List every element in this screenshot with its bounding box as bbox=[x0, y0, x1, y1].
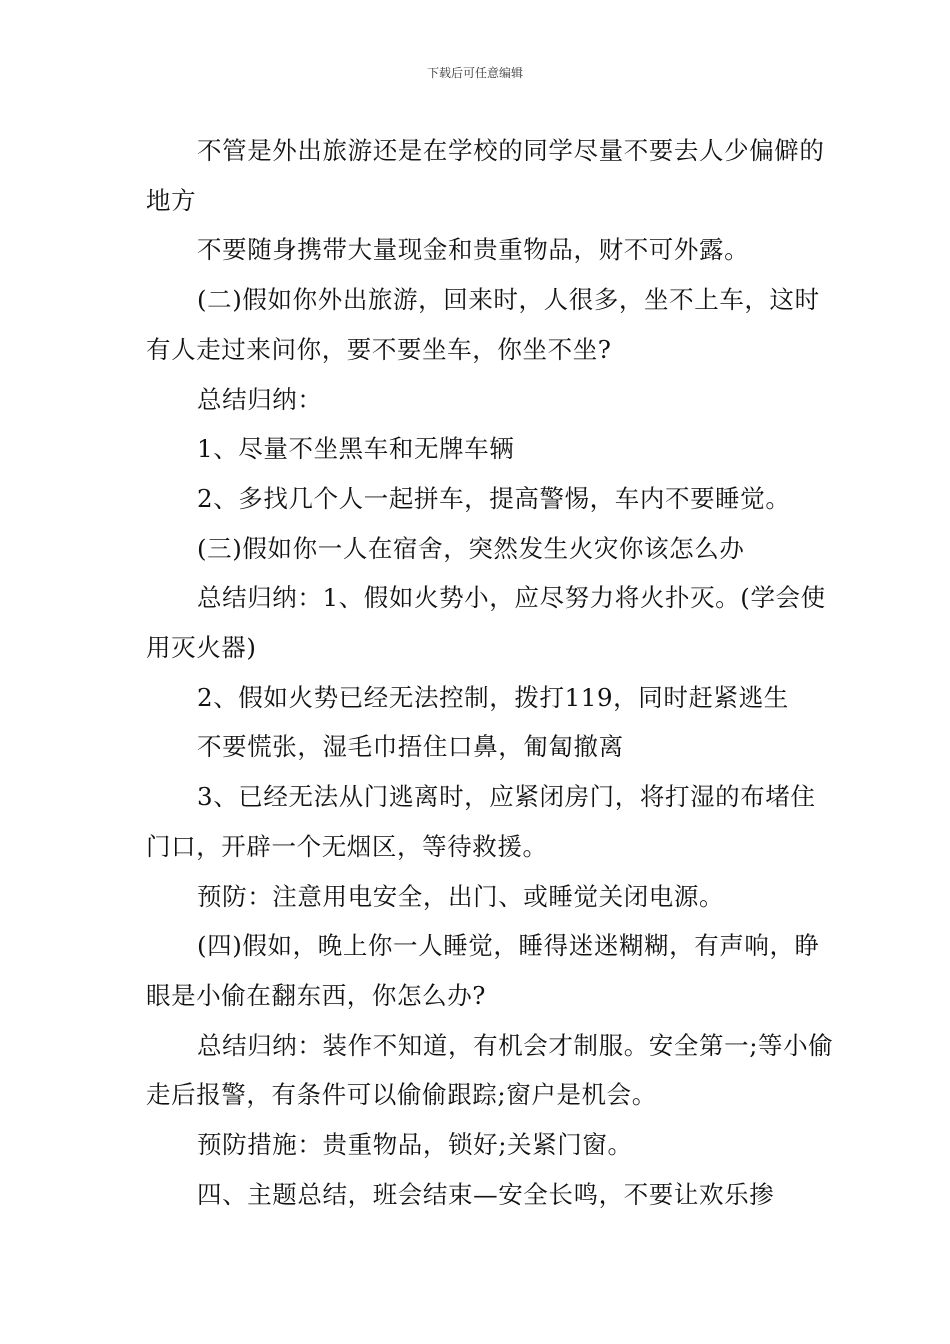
paragraph: 2、多找几个人一起拼车，提高警惕，车内不要睡觉。 bbox=[197, 483, 791, 513]
paragraph: 四、主题总结，班会结束—安全长鸣，不要让欢乐掺 bbox=[197, 1179, 775, 1209]
paragraph: 不管是外出旅游还是在学校的同学尽量不要去人少偏僻的地方 bbox=[146, 136, 825, 215]
paragraph: 3、已经无法从门逃离时，应紧闭房门，将打湿的布堵住门口，开辟一个无烟区，等待救援。 bbox=[146, 782, 816, 861]
paragraph: 总结归纳：1、假如火势小，应尽努力将火扑灭。(学会使用灭火器) bbox=[146, 583, 826, 663]
paragraph: 不要随身携带大量现金和贵重物品，财不可外露。 bbox=[197, 235, 750, 265]
paragraph: 不要慌张，湿毛巾捂住口鼻，匍匐撤离 bbox=[197, 732, 624, 762]
paragraph: (二)假如你外出旅游，回来时，人很多，坐不上车，这时有人走过来问你，要不要坐车，你坐不坐? bbox=[146, 285, 820, 364]
document-body bbox=[146, 126, 836, 1219]
paragraph: (三)假如你一人在宿舍，突然发生火灾你该怎么办 bbox=[197, 533, 745, 563]
paragraph: 1、尽量不坐黑车和无牌车辆 bbox=[197, 434, 515, 464]
paragraph: 预防：注意用电安全，出门、或睡觉关闭电源。 bbox=[197, 881, 725, 911]
paragraph: 总结归纳：装作不知道，有机会才制服。安全第一;等小偷走后报警，有条件可以偷偷跟踪;窗户是机会。 bbox=[146, 1030, 834, 1110]
paragraph: 2、假如火势已经无法控制，拨打119，同时赶紧逃生 bbox=[197, 682, 789, 712]
paragraph: 预防措施：贵重物品，锁好;关紧门窗。 bbox=[197, 1130, 633, 1160]
page-header: 下载后可任意编辑 bbox=[426, 66, 523, 80]
paragraph: 总结归纳： bbox=[197, 384, 323, 414]
paragraph: (四)假如，晚上你一人睡觉，睡得迷迷糊糊，有声响，睁眼是小偷在翻东西，你怎么办? bbox=[146, 931, 820, 1010]
